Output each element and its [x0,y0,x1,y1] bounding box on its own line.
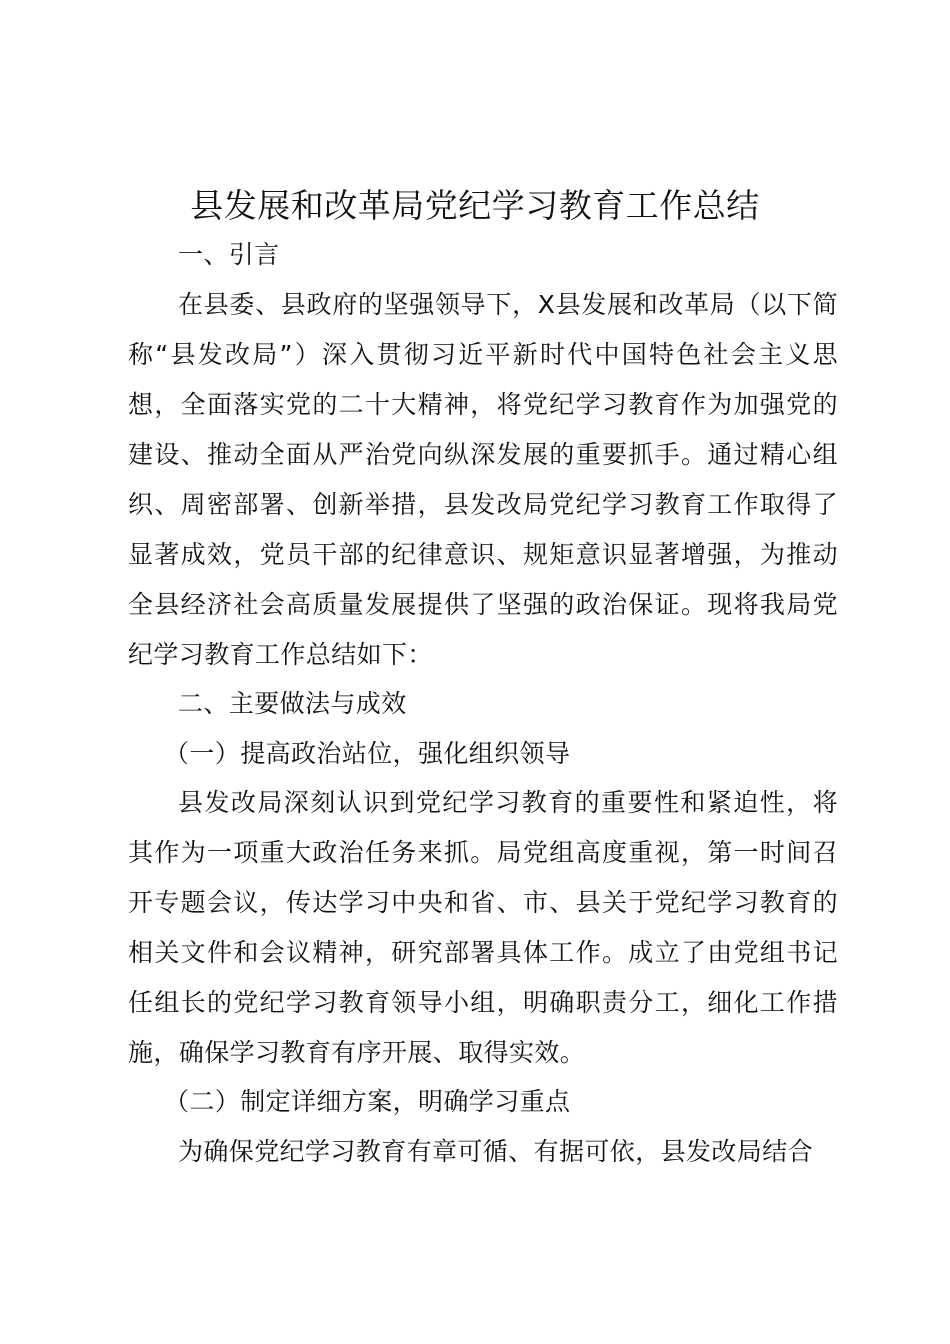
introduction-paragraph: 在县委、县政府的坚强领导下，X县发展和改革局（以下简称“县发改局”）深入贯彻习近平新时代中国特色社会主义思想，全面落实党的二十大精神，将党纪学习教育作为加强党的建设、推动全面从严治党向纵深发展的重要抓手。通过精心组织、周密部署、创新举措，县发改局党纪学习教育工作取得了显著成效，党员干部的纪律意识、规矩意识显著增强，为推动全县经济社会高质量发展提供了坚强的政治保证。现将我局党纪学习教育工作总结如下： [128,290,838,669]
section-heading-introduction: 一、引言 [178,240,280,269]
subsection-2-paragraph: 为确保党纪学习教育有章可循、有据可依，县发改局结合 [178,1137,814,1166]
subsection-heading-2: （二）制定详细方案，明确学习重点 [164,1087,571,1116]
document-title: 县发展和改革局党纪学习教育工作总结 [190,186,760,225]
subsection-1-paragraph: 县发改局深刻认识到党纪学习教育的重要性和紧迫性，将其作为一项重大政治任务来抓。局党组高度重视，第一时间召开专题会议，传达学习中央和省、市、县关于党纪学习教育的相关文件和会议精神，研究部署具体工作。成立了由党组书记任组长的党纪学习教育领导小组，明确职责分工，细化工作措施，确保学习教育有序开展、取得实效。 [128,788,838,1067]
subsection-heading-1: （一）提高政治站位，强化组织领导 [164,739,571,768]
section-heading-main-practices: 二、主要做法与成效 [178,689,407,718]
